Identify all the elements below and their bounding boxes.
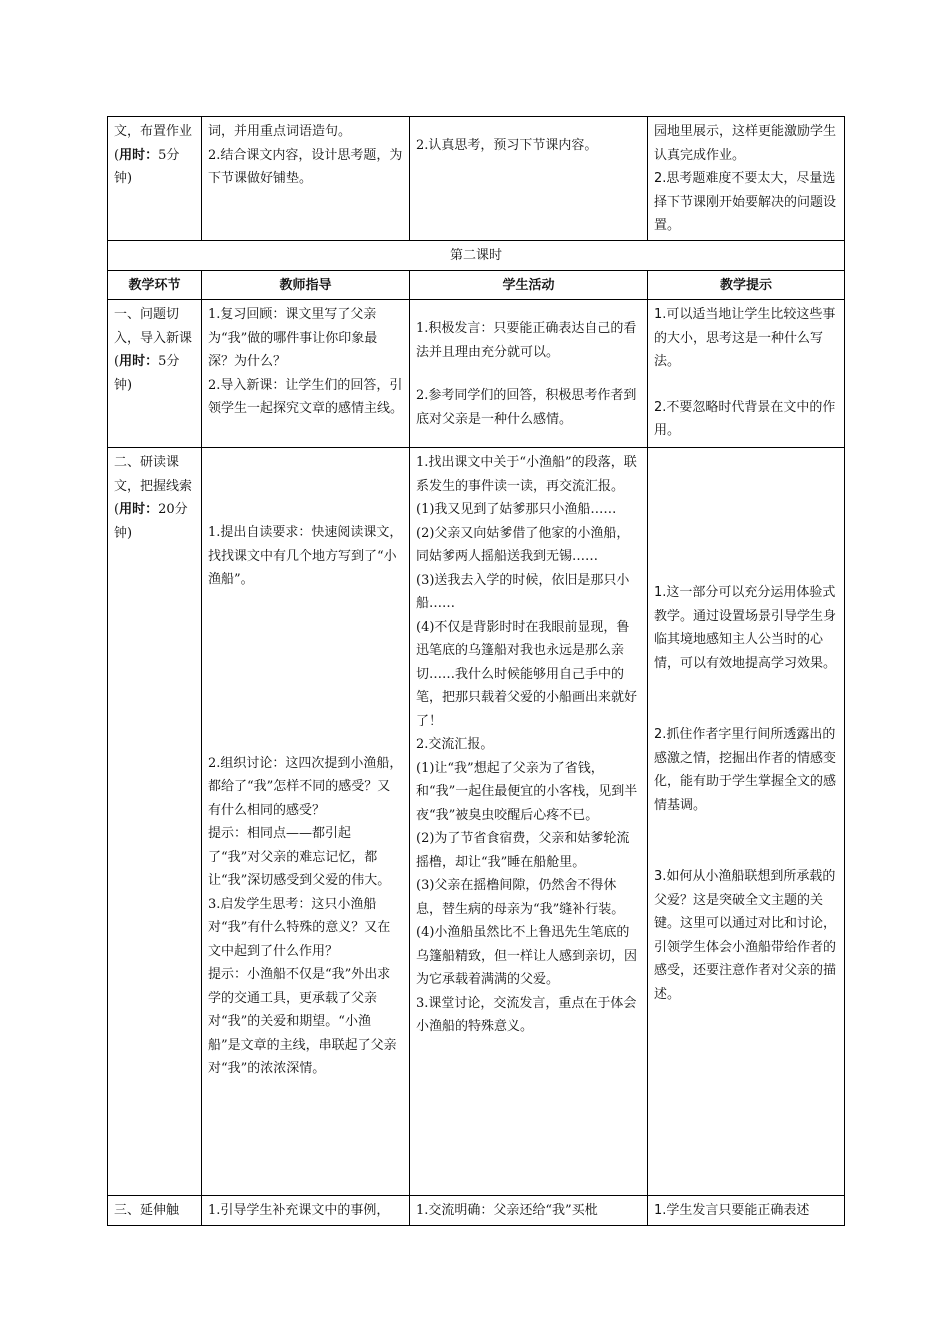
header-stage: 教学环节 [108,270,202,300]
stage-time-value: 5分钟) [114,354,180,393]
student-item: 1.积极发言：只要能正确表达自己的看法并且理由充分就可以。 [416,321,637,360]
teacher-item: 词，并用重点词语造句。 [208,124,352,139]
stage-time-label: 用时： [119,147,159,163]
student-item: 2.参考同学们的回答，积极思考作者到底对父亲是一种什么感情。 [416,388,637,427]
student-item: (1)我又见到了姑爹那只小渔船…… [416,502,617,517]
stage-time-label: 用时： [119,502,159,517]
stage-text: 文，布置作业( [114,124,193,163]
teacher-guidance-cell [202,448,410,1196]
stage-cell: 三、延伸触 [108,1196,202,1226]
table-row-close-reading [108,448,845,1196]
student-activity-cell: 1.交流明确：父亲还给“我”买枇 [410,1196,648,1226]
stage-cell [108,117,202,241]
teacher-item: 2.结合课文内容，设计思考题，为下节课做好铺垫。 [208,147,403,186]
lesson-plan-table [107,116,845,1226]
header-hints: 教学提示 [648,270,845,300]
student-activity-cell [410,117,648,241]
hint-item: 1.可以适当地让学生比较这些事的大小，思考这是一种什么写法。 [654,307,836,369]
stage-cell [108,448,202,1196]
hint-item: 2.思考题难度不要太大，尽量选择下节课刚开始要解决的问题设置。 [654,171,837,233]
teacher-item: 1.复习回顾：课文里写了父亲为“我”做的哪件事让你印象最深？为什么？ [208,307,378,369]
table-row-extension [108,1196,845,1226]
teacher-item: 1.提出自读要求：快速阅读课文，找找课文中有几个地方写到了“小渔船”。 [208,525,403,587]
hint-item: 3.如何从小渔船联想到所承载的父爱？这是突破全文主题的关键。这里可以通过对比和讨论，引领学生体会小渔船带给作者的感受，还要注意作者对父亲的描述。 [654,869,837,1002]
student-item: 2.认真思考，预习下节课内容。 [416,138,598,153]
student-item: (4)不仅是背影时时在我眼前显现，鲁迅笔底的乌篷船对我也永远是那么亲切……我什么时候能够用自己手中的笔，把那只载着父爱的小船画出来就好了！ [416,619,638,729]
hint-item: 1.这一部分可以充分运用体验式教学。通过设置场景引导学生身临其境地感知主人公当时的心情，可以有效地提高学习效果。 [654,585,837,671]
student-activity-cell [410,448,648,1196]
teacher-guidance-cell [202,300,410,448]
header-student: 学生活动 [410,270,648,300]
student-item: (1)让“我”想起了父亲为了省钱，和“我”一起住最便宜的小客栈，见到半夜“我”被臭虫咬醒后心疼不已。 [416,760,638,823]
table-header-row [108,270,845,300]
teaching-hint-cell: 1.学生发言只要能正确表述 [648,1196,845,1226]
teacher-guidance-cell [202,117,410,241]
student-activity-cell [410,300,648,448]
hint-item: 2.不要忽略时代背景在文中的作用。 [654,399,836,438]
table-row-intro [108,300,845,448]
teacher-item: 提示：相同点——都引起了“我”对父亲的难忘记忆，都让“我”深切感受到父爱的伟大。 [208,826,391,888]
stage-text: 二、研读课文，把握线索( [114,455,193,517]
stage-time-label: 用时： [119,354,159,369]
student-item: 2.交流汇报。 [416,737,494,752]
stage-text: 一、问题切入，导入新课( [114,307,193,369]
teaching-hint-cell [648,300,845,448]
teacher-guidance-cell: 1.引导学生补充课文中的事例， [202,1196,410,1226]
student-item: 1.找出课文中关于“小渔船”的段落，联系发生的事件读一读，再交流汇报。 [416,455,637,494]
student-item: (2)父亲又向姑爹借了他家的小渔船，同姑爹两人摇船送我到无锡…… [416,525,630,564]
stage-cell [108,300,202,448]
teacher-item: 2.组织讨论：这四次提到小渔船，都给了“我”怎样不同的感受？又有什么相同的感受？ [208,755,403,818]
section-title-row [108,241,845,271]
hint-item: 2.抓住作者字里行间所透露出的感激之情，挖掘出作者的情感变化，能有助于学生掌握全文的感情基调。 [654,727,837,813]
teacher-item: 2.导入新课：让学生们的回答，引领学生一起探究文章的感情主线。 [208,377,404,416]
student-item: (2)为了节省食宿费，父亲和姑爹轮流摇橹，却让“我”睡在船舱里。 [416,831,630,870]
teaching-hint-cell [648,448,845,1196]
student-item: (4)小渔船虽然比不上鲁迅先生笔底的乌篷船精致，但一样让人感到亲切，因为它承载着满满的父爱。 [416,925,638,987]
teacher-item: 3.启发学生思考：这只小渔船对“我”有什么特殊的意义？又在文中起到了什么作用？ [208,896,391,959]
hint-item: 园地里展示，这样更能激励学生认真完成作业。 [654,124,837,163]
student-item: (3)父亲在摇橹间隙，仍然舍不得休息，替生病的母亲为“我”缝补行装。 [416,878,625,917]
header-teacher: 教师指导 [202,270,410,300]
stage-time-value: 20分钟) [114,502,188,541]
teaching-hint-cell [648,117,845,241]
student-item: 3.课堂讨论，交流发言，重点在于体会小渔船的特殊意义。 [416,995,637,1034]
section-title: 第二课时 [108,241,845,271]
stage-time-value: 5分钟) [114,147,180,186]
student-item: (3)送我去入学的时候，依旧是那只小船…… [416,572,630,611]
teacher-item: 提示：小渔船不仅是“我”外出求学的交通工具，更承载了父亲对“我”的关爱和期望。“小渔船”是文章的主线，串联起了父亲对“我”的浓浓深情。 [208,967,397,1076]
table-row-homework [108,117,845,241]
